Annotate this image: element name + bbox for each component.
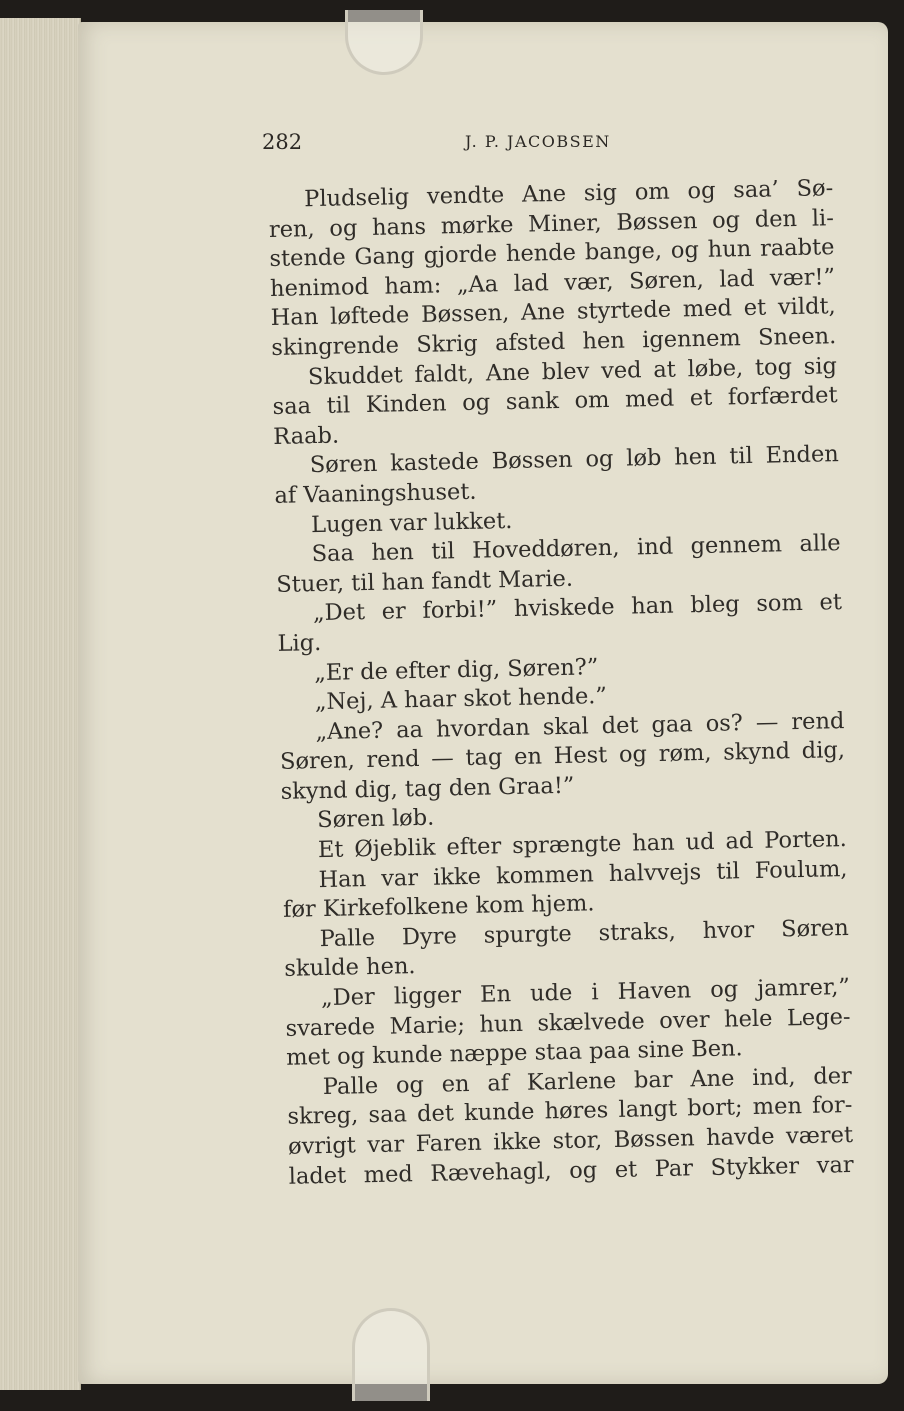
text-line: Søren kastede Bøssen og løb hen til Enden [309,441,840,479]
text-line: svarede Marie; hun skælvede over hele Lege- [285,1003,851,1042]
text-line: ladet med Rævehagl, og et Par Stykker var [288,1151,854,1190]
page-number: 282 [262,130,303,154]
text-line: stende Gang gjorde hende bange, og hun raabte [269,234,835,273]
text-line: Søren løb. [317,805,435,834]
text-line: Saa hen til Hoveddøren, ind gennem alle [311,530,841,568]
text-line: Søren, rend — tag en Hest og røm, skynd dig, [279,737,846,776]
text-line: Palle og en af Karlene bar Ane ind, der [322,1062,853,1100]
text-line: skynd dig, tag den Graa!” [280,772,575,805]
text-line: met og kunde næppe staa paa sine Ben. [285,1035,743,1072]
text-line: Palle Dyre spurgte straks, hvor Søren [319,914,849,952]
text-line: Pludselig vendte Ane sig om og saa’ Sø- [304,175,834,213]
text-line: før Kirkefolkene kom hjem. [282,890,595,924]
page-edges [0,18,81,1390]
text-line: skingrende Skrig afsted hen igennem Sneen. [271,323,837,361]
text-line: skulde hen. [284,953,416,983]
text-line: „Ane? aa hvordan skal det gaa os? — rend [315,707,845,745]
text-line: Lugen var lukket. [310,507,513,538]
page-clip-bottom [352,1308,430,1401]
text-line: „Er de efter dig, Søren?” [313,653,599,686]
text-line: saa til Kinden og sank om med et forfærdet [272,382,838,421]
page-header [262,128,782,158]
text-line: Han var ikke kommen halvvejs til Foulum, [318,855,848,893]
text-line: „Nej, A haar skot hende.” [314,683,608,716]
text-line: „Der ligger En ude i Haven og jamrer,” [320,974,851,1012]
text-line: øvrigt var Faren ikke stor, Bøssen havde været [287,1121,854,1160]
text-line: Lig. [277,629,322,657]
text-line: Et Øjeblik efter sprængte han ud ad Porten. [317,826,848,864]
text-line: Han løftede Bøssen, Ane styrtede med et vildt, [270,293,836,332]
body-text [268,174,854,1192]
text-line: Raab. [272,422,340,450]
text-line: Skuddet faldt, Ane blev ved at løbe, tog sig [307,352,838,390]
text-line: ren, og hans mørke Miner, Bøssen og den li- [268,204,835,243]
text-line: henimod ham: „Aa lad vær, Søren, lad vær!” [269,263,836,302]
running-head: J. P. JACOBSEN [465,132,611,151]
text-line: af Vaaningshuset. [274,478,477,509]
text-line: Stuer, til han fandt Marie. [276,565,574,598]
text-line: „Det er forbi!” hviskede han bleg som et [312,589,843,627]
text-line: skreg, saa det kunde høres langt bort; men for- [287,1092,853,1131]
